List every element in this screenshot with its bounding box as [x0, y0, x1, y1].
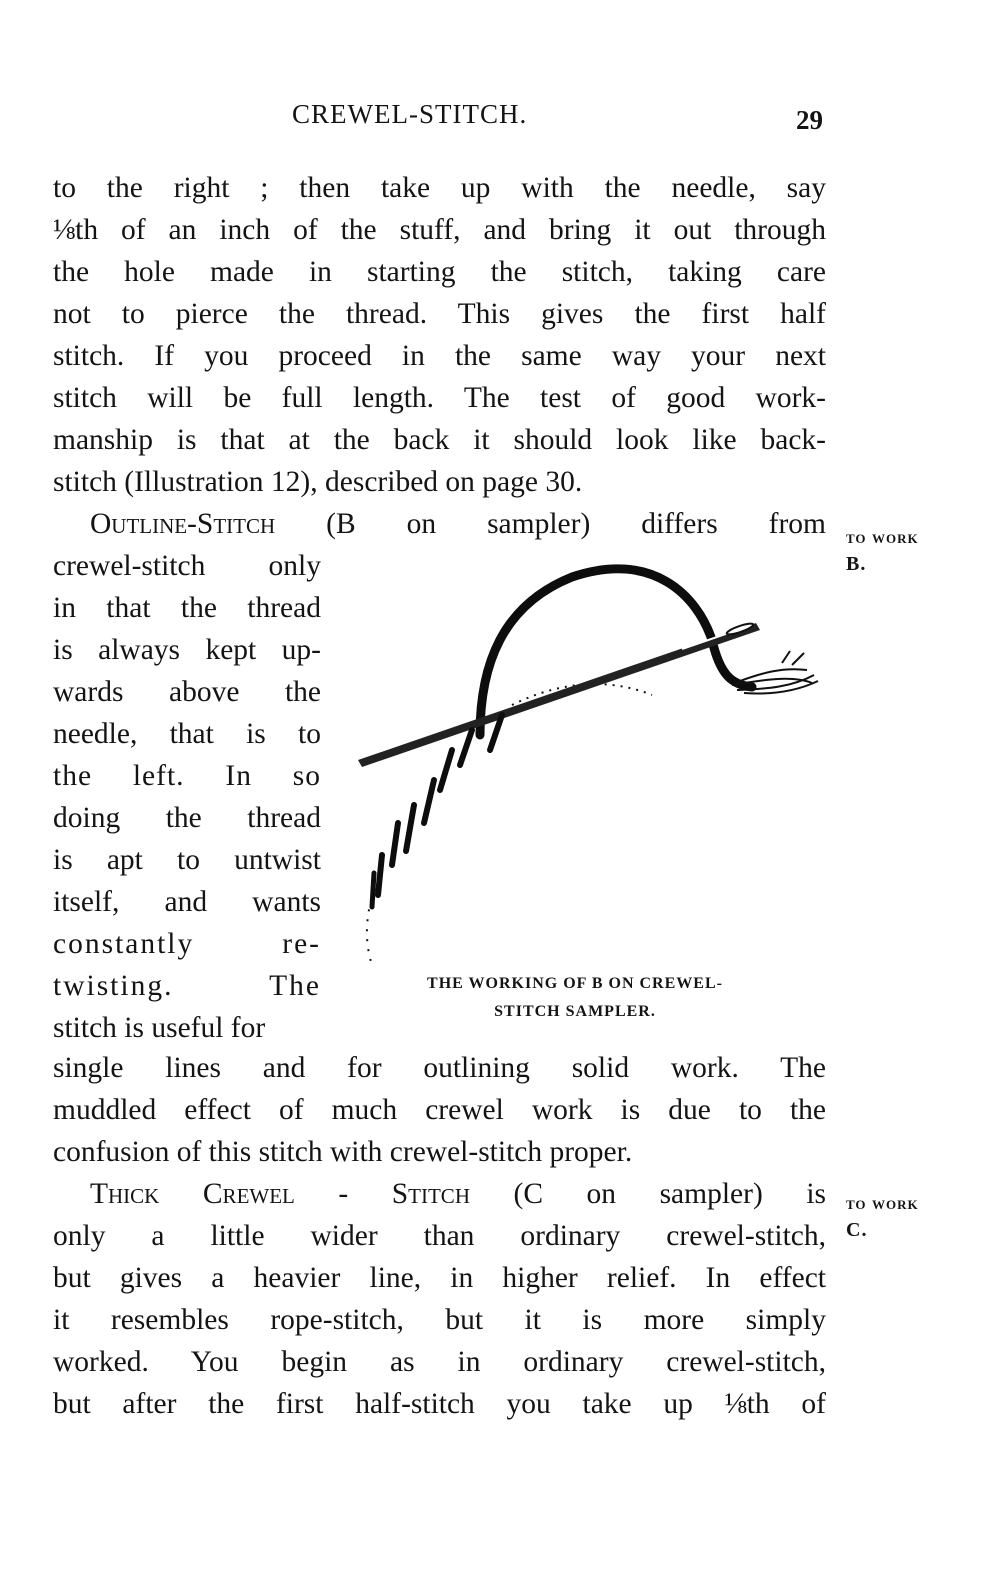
section-heading-outline: Outline-Stitch	[90, 508, 276, 540]
text-line: ⅛th of an inch of the stuff, and bring it out through	[53, 214, 826, 246]
margin-note-c-label: to work	[846, 1193, 919, 1213]
text-line: it resembles rope-stitch, but it is more simply	[53, 1304, 826, 1336]
section-first-line	[90, 506, 826, 542]
text-line: only a little wider than ordinary crewel-stitch,	[53, 1220, 826, 1252]
wrapped-line: constantly re-	[53, 928, 321, 960]
section-first-line	[90, 1176, 826, 1212]
stitch-marks	[372, 715, 502, 907]
text-line: stitch will be full length. The test of good work-	[53, 382, 826, 414]
text-line: manship is that at the back it should look like back-	[53, 424, 826, 456]
section-heading-thick: Thick Crewel - Stitch	[90, 1178, 470, 1210]
heading-continuation: (C on sampler) is	[513, 1178, 826, 1210]
text-line: worked. You begin as in ordinary crewel-stitch,	[53, 1346, 826, 1378]
wrapped-line: doing the thread	[53, 802, 321, 834]
margin-note-b-label: to work	[846, 527, 919, 547]
wrapped-line: is always kept up-	[53, 634, 321, 666]
text-line: but gives a heavier line, in higher relief. In effect	[53, 1262, 826, 1294]
wrapped-line: stitch is useful for	[53, 1012, 266, 1044]
margin-note-c-letter: C.	[846, 1219, 868, 1241]
margin-note-b-letter: B.	[846, 553, 867, 575]
wrapped-line: the left. In so	[53, 760, 321, 792]
needle-thread-illustration	[352, 555, 822, 970]
wrapped-line: itself, and wants	[53, 886, 321, 918]
running-head: CREWEL-STITCH.	[292, 99, 528, 129]
figure-caption-line-1: THE WORKING OF B ON CREWEL-	[427, 975, 723, 992]
figure-caption-line-2: STITCH SAMPLER.	[494, 1003, 656, 1020]
text-line: but after the first half-stitch you take up ⅛th of	[53, 1388, 826, 1420]
text-line: to the right ; then take up with the needle, say	[53, 172, 826, 204]
text-line: not to pierce the thread. This gives the first half	[53, 298, 826, 330]
wrapped-line: is apt to untwist	[53, 844, 321, 876]
wrapped-line: crewel-stitch only	[53, 550, 321, 582]
text-line: stitch. If you proceed in the same way your next	[53, 340, 826, 372]
text-line: the hole made in starting the stitch, taking care	[53, 256, 826, 288]
wrapped-line: in that the thread	[53, 592, 321, 624]
text-line: confusion of this stitch with crewel-stitch proper.	[53, 1136, 633, 1168]
wrapped-line: wards above the	[53, 676, 321, 708]
text-line: stitch (Illustration 12), described on page 30.	[53, 466, 583, 498]
page-number: 29	[796, 105, 823, 135]
needle-icon	[358, 622, 760, 767]
text-line: single lines and for outlining solid work. The	[53, 1052, 826, 1084]
heading-continuation: (B on sampler) differs from	[326, 508, 826, 540]
text-line: muddled effect of much crewel work is due to the	[53, 1094, 826, 1126]
wrapped-line: twisting. The	[53, 970, 321, 1002]
wrapped-line: needle, that is to	[53, 718, 321, 750]
